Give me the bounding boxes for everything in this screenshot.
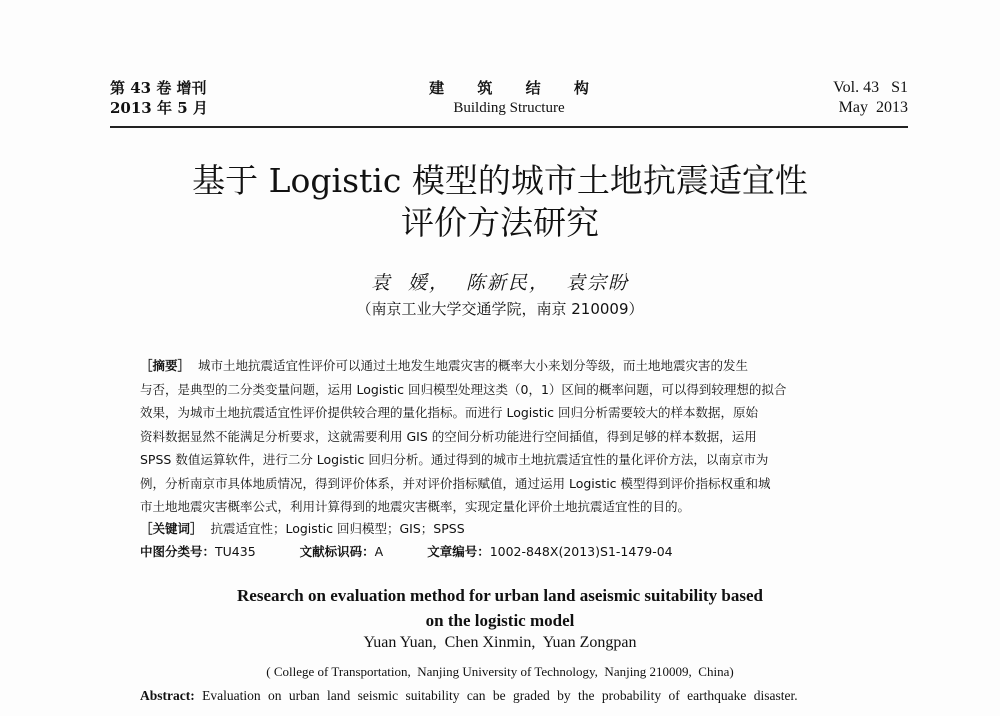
paper-title-line2: 评价方法研究 — [401, 203, 599, 242]
keywords-cn-value: 抗震适宜性；Logistic 回归模型；GIS；SPSS — [202, 521, 465, 536]
abstract-cn-line: 市土地地震灾害概率公式，利用计算得到的地震灾害概率，实现定量化评价土地抗震适宜性的目的。 — [140, 499, 691, 514]
abstract-cn-line — [140, 354, 882, 378]
affiliation-en: ( College of Transportation, Nanjing University of Technology, Nanjing 210009, China) — [266, 664, 734, 679]
header-right — [833, 78, 908, 118]
doc-code-label: 文献标识码： — [299, 544, 375, 559]
abstract-cn-line: SPSS 数值运算软件，进行二分 Logistic 回归分析。通过得到的城市土地抗震适宜性的量化评价方法，以南京市为 — [140, 452, 769, 467]
paper-title-en-line1: Research on evaluation method for urban land aseismic suitability based — [237, 586, 763, 605]
abstract-cn — [140, 354, 882, 519]
keywords-cn — [140, 519, 882, 539]
doc-code-value: A — [374, 544, 384, 559]
keywords-cn-label: ［关键词］ — [140, 521, 203, 536]
abstract-cn-line: 资料数据显然不能满足分析要求，这就需要利用 GIS 的空间分析功能进行空间插值，得到足够的样本数据，运用 — [140, 428, 757, 444]
running-header — [110, 78, 908, 124]
clc-label: 中图分类号： — [140, 544, 216, 559]
abstract-en — [140, 688, 882, 704]
abstract-en-text: Evaluation on urban land seismic suitability can be graded by the probability of earthquake disaster. — [194, 688, 798, 703]
paper-title-en-line2: on the logistic model — [425, 611, 575, 630]
date-cn: 2013 年 5 月 — [110, 99, 208, 117]
clc-value: TU435 — [215, 544, 256, 559]
classification-line — [140, 542, 882, 562]
volume-cn: 第 43 卷 增刊 — [110, 79, 207, 97]
abstract-cn-line: 例，分析南京市具体地质情况，得到评价体系，并对评价指标赋值，通过运用 Logistic 模型得到评价指标权重和城 — [140, 475, 771, 491]
article-no-value: 1002-848X(2013)S1-1479-04 — [489, 544, 673, 559]
paper-title-line1: 基于 Logistic 模型的城市土地抗震适宜性 — [192, 161, 808, 200]
abstract-cn-line: 效果，为城市土地抗震适宜性评价提供较合理的量化指标。而进行 Logistic 回归分析需要较大的样本数据，原始 — [140, 405, 759, 420]
header-rule — [110, 126, 908, 128]
authors-en: Yuan Yuan, Chen Xinmin, Yuan Zongpan — [363, 634, 637, 651]
abstract-cn-text: 城市土地抗震适宜性评价可以通过土地发生地震灾害的概率大小来划分等级，而土地地震灾害的发生 — [190, 358, 748, 373]
volume-en: Vol. 43 S1 — [833, 79, 908, 96]
paper-title-en — [0, 583, 1000, 633]
affiliation-cn: （南京工业大学交通学院，南京 210009） — [356, 300, 644, 318]
paper-title — [60, 160, 940, 244]
article-no-label: 文章编号： — [427, 544, 490, 559]
journal-name-en: Building Structure — [453, 100, 565, 116]
abstract-cn-label: ［摘要］ — [140, 358, 191, 373]
abstract-en-label: Abstract: — [140, 688, 195, 703]
authors-cn: 袁 媛， 陈新民， 袁宗盼 — [370, 272, 630, 294]
header-center — [110, 78, 908, 118]
date-en: May 2013 — [838, 99, 908, 116]
abstract-cn-line: 与否，是典型的二分类变量问题，运用 Logistic 回归模型处理这类（0，1）区间的概率问题，可以得到较理想的拟合 — [140, 381, 787, 397]
journal-name-cn: 建 筑 结 构 — [429, 79, 603, 97]
